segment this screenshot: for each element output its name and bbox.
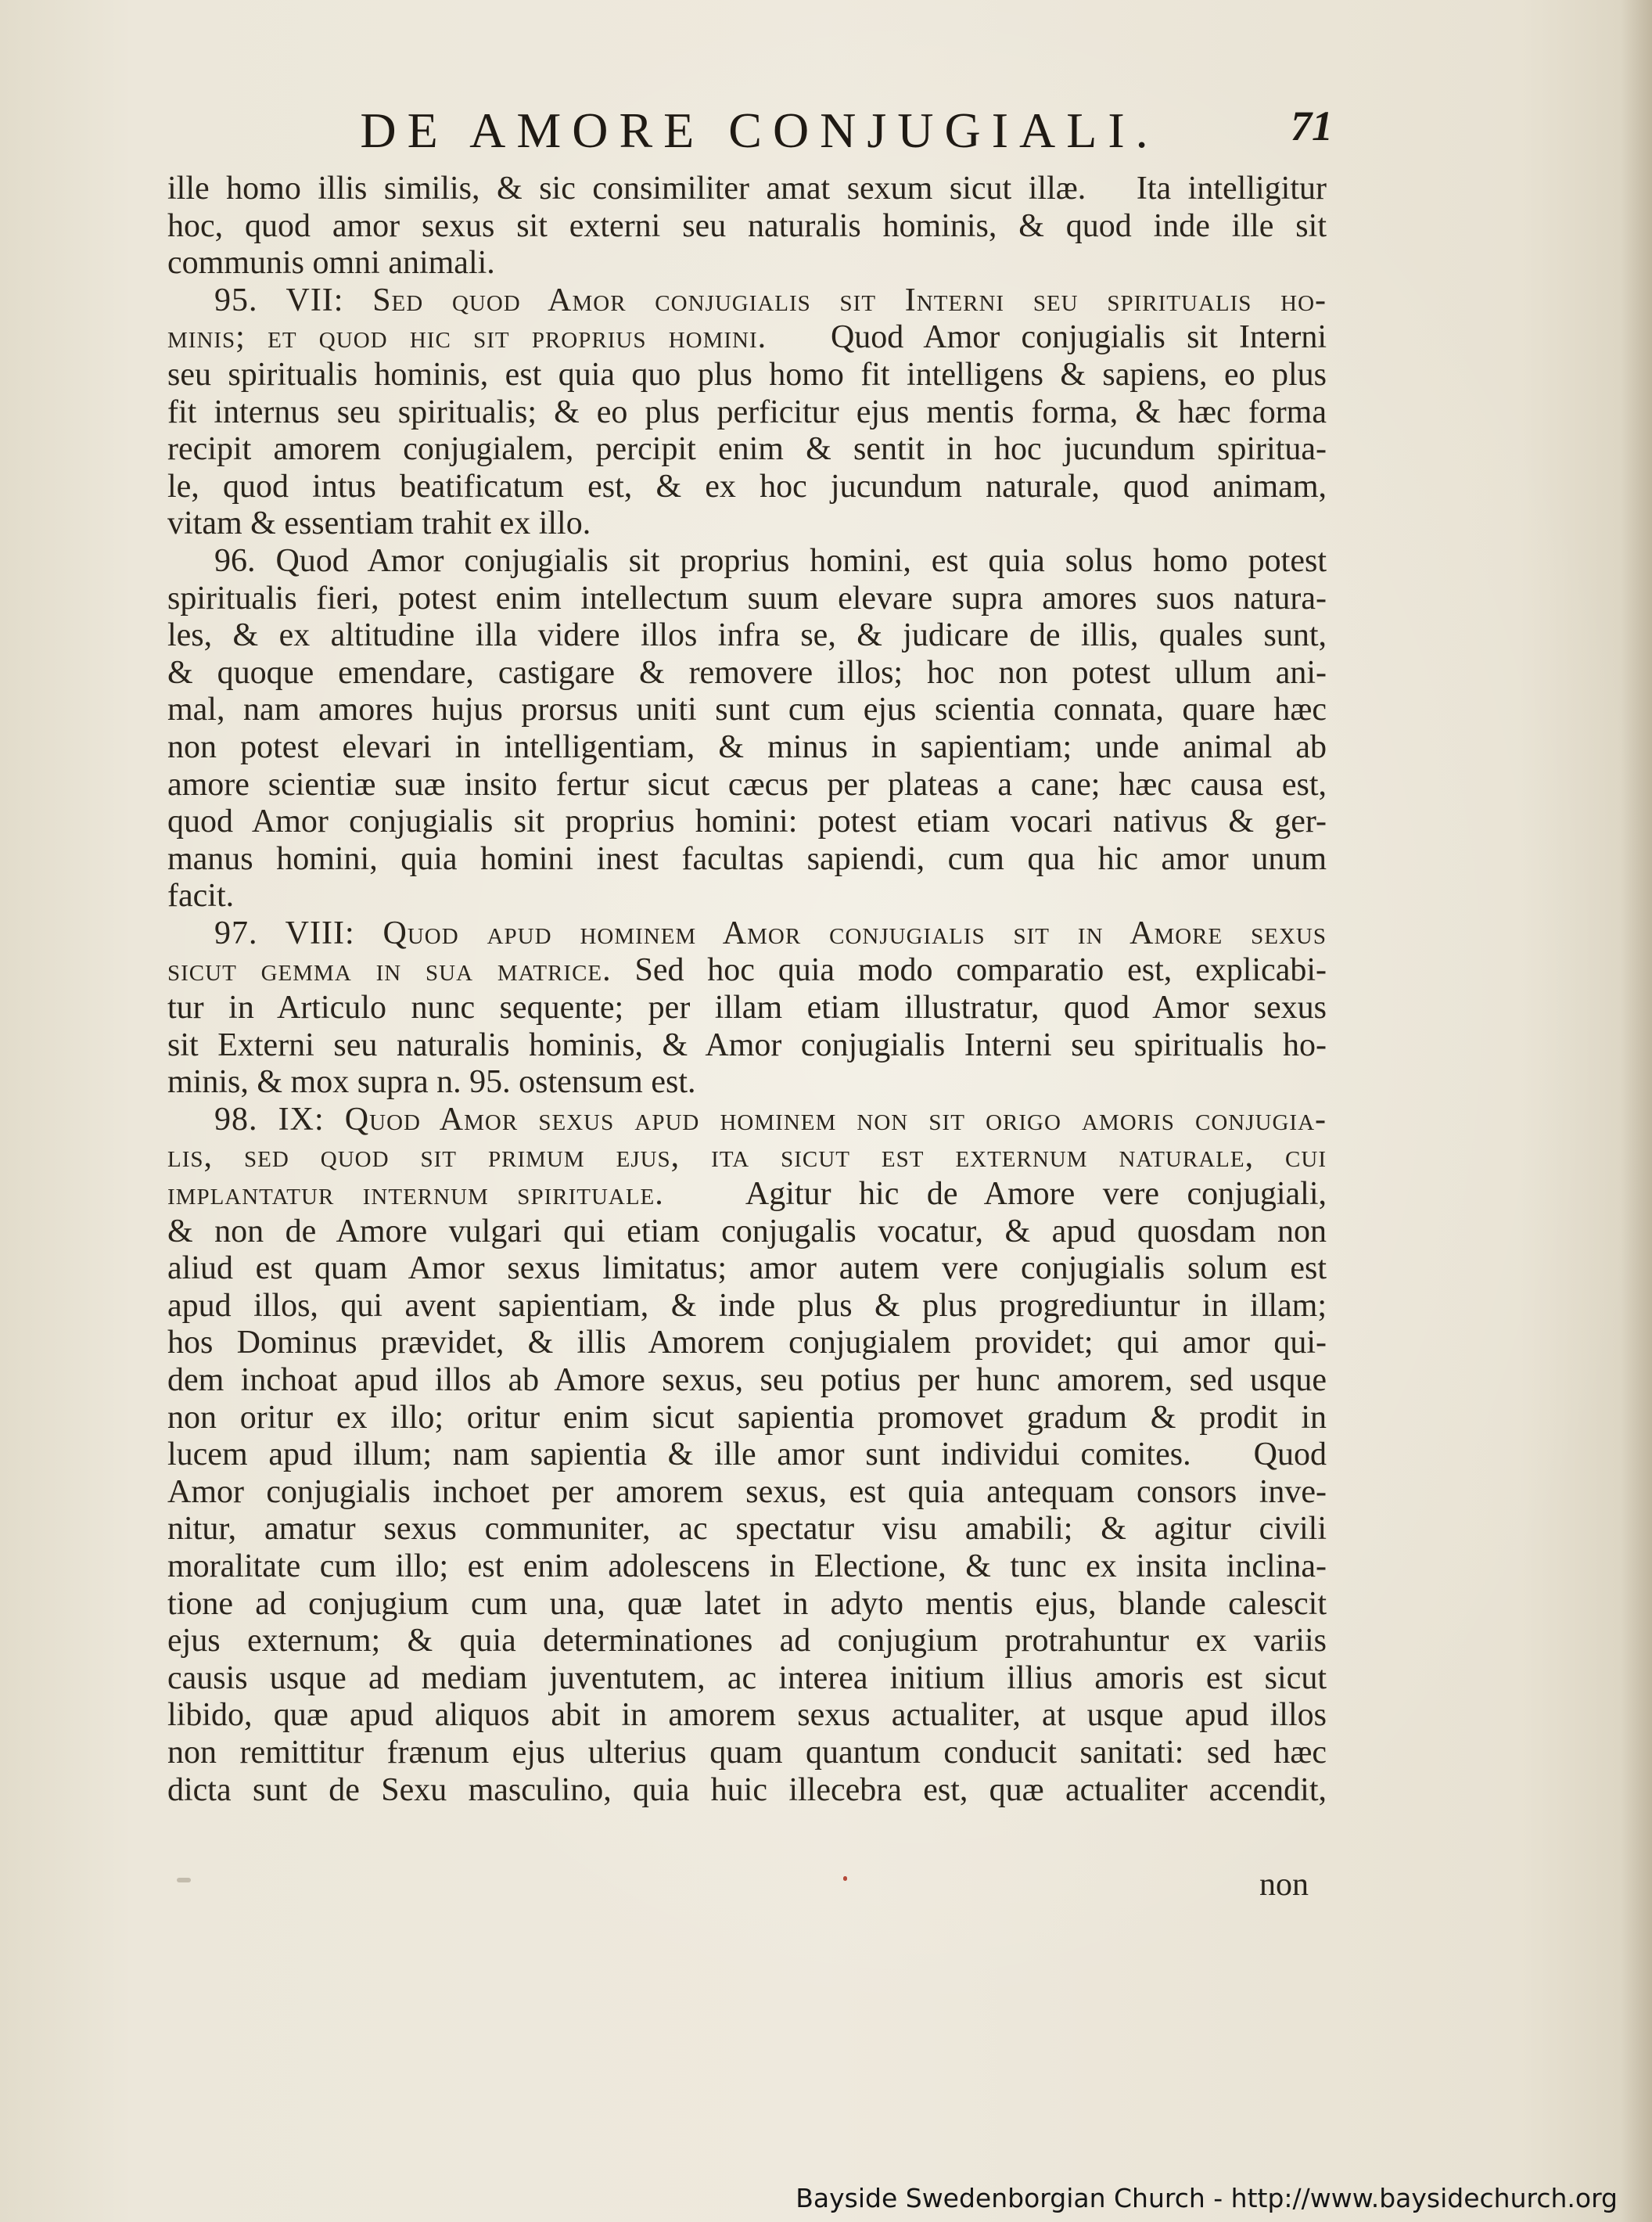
- line-text: dem inchoat apud illos ab Amore sexus, seu potius per hunc amorem, sed usque: [167, 1362, 1327, 1398]
- text-line: [167, 581, 1327, 618]
- line-text: lucem apud illum; nam sapientia & ille amor sunt individui comites. Quod: [167, 1436, 1327, 1473]
- text-line: [167, 1288, 1327, 1325]
- line-text: hos Dominus prævidet, & illis Amorem conjugialem providet; qui amor qui-: [167, 1325, 1327, 1361]
- red-speck: [843, 1876, 847, 1881]
- text-line: [167, 357, 1327, 394]
- watermark-credit: Bayside Swedenborgian Church - http://www.baysidechurch.org: [795, 2183, 1618, 2213]
- line-text: non potest elevari in intelligentiam, & minus in sapientiam; unde animal ab: [167, 728, 1327, 765]
- line-text: quod Amor conjugialis sit proprius homini: potest etiam vocari nativus & ger-: [167, 804, 1327, 840]
- line-text: hoc, quod amor sexus sit externi seu naturalis hominis, & quod inde ille sit: [167, 207, 1327, 244]
- small-caps-heading: minis; et quod hic sit proprius homini.: [167, 319, 767, 356]
- line-text: ejus externum; & quia determinationes ad conjugium protrahuntur ex variis: [167, 1623, 1327, 1659]
- line-text: apud illos, qui avent sapientiam, & inde plus & plus progrediuntur in illam;: [167, 1287, 1327, 1324]
- small-caps-heading: 95. VII: Sed quod Amor conjugialis sit Interni seu spiritualis ho-: [214, 282, 1327, 318]
- text-line: [167, 1176, 1327, 1213]
- running-head: [180, 95, 1339, 166]
- text-line: [167, 319, 1327, 357]
- line-text: moralitate cum illo; est enim adolescens in Electione, & tunc ex insita inclina-: [167, 1548, 1327, 1584]
- text-line: [167, 1697, 1327, 1735]
- text-line: [167, 1772, 1327, 1810]
- line-text: ille homo illis similis, & sic consimiliter amat sexum sicut illæ. Ita intelligitur: [167, 171, 1327, 207]
- line-text: tione ad conjugium cum una, quæ latet in adyto mentis ejus, blande calescit: [167, 1585, 1327, 1622]
- text-line: [167, 692, 1327, 729]
- page-number: 71: [1291, 102, 1333, 149]
- ink-smudge: [177, 1878, 191, 1882]
- text-line: [167, 1623, 1327, 1660]
- text-line: [167, 543, 1327, 581]
- line-text: dicta sunt de Sexu masculino, quia huic illecebra est, quæ actualiter accendit,: [167, 1771, 1327, 1808]
- text-line: [167, 245, 1327, 282]
- text-line: [167, 1138, 1327, 1176]
- line-text: les, & ex altitudine illa videre illos infra se, & judicare de illis, quales sunt,: [167, 617, 1327, 654]
- line-text: communis omni animali.: [167, 245, 495, 282]
- line-text: amore scientiæ suæ insito fertur sicut cæcus per plateas a cane; hæc causa est,: [167, 766, 1327, 803]
- line-text: aliud est quam Amor sexus limitatus; amor autem vere conjugialis solum est: [167, 1250, 1327, 1287]
- line-text: le, quod intus beatificatum est, & ex hoc jucundum naturale, quod animam,: [167, 468, 1327, 505]
- text-line: [167, 1511, 1327, 1548]
- text-line: [167, 394, 1327, 432]
- text-line: [167, 1548, 1327, 1586]
- line-text: non remittitur frænum ejus ulterius quam quantum conducit sanitati: sed hæc: [167, 1734, 1327, 1771]
- catchword: non: [1259, 1867, 1309, 1903]
- text-line: [167, 282, 1327, 320]
- line-text: & non de Amore vulgari qui etiam conjugalis vocatur, & apud quosdam non: [167, 1213, 1327, 1249]
- line-text: seu spiritualis hominis, est quia quo plus homo fit intelligens & sapiens, eo plus: [167, 356, 1327, 393]
- small-caps-heading: 97. VIII: Quod apud hominem Amor conjugialis sit in Amore sexus: [214, 915, 1327, 951]
- text-line: [167, 469, 1327, 506]
- line-text: spiritualis fieri, potest enim intellectum suum elevare supra amores suos natura-: [167, 580, 1327, 617]
- small-caps-heading: 98. IX: Quod Amor sexus apud hominem non sit origo amoris conjugia-: [214, 1101, 1327, 1138]
- text-line: [167, 1102, 1327, 1139]
- line-text: causis usque ad mediam juventutem, ac interea initium illius amoris est sicut: [167, 1659, 1327, 1696]
- text-line: [167, 767, 1327, 804]
- text-line: [167, 990, 1327, 1027]
- text-line: [167, 1027, 1327, 1065]
- small-caps-heading: implantatur internum spirituale.: [167, 1176, 664, 1213]
- line-text: Amor conjugialis inchoet per amorem sexus, est quia antequam consors inve-: [167, 1473, 1327, 1510]
- text-line: [167, 1250, 1327, 1288]
- text-line: [167, 804, 1327, 841]
- small-caps-heading: lis, sed quod sit primum ejus, ita sicut est externum naturale, cui: [167, 1138, 1327, 1175]
- text-line: [167, 505, 1327, 543]
- text-line: [167, 1213, 1327, 1251]
- line-text: vitam & essentiam trahit ex illo.: [167, 505, 591, 542]
- text-line: [167, 1474, 1327, 1512]
- text-line: [167, 431, 1327, 469]
- line-text: recipit amorem conjugialem, percipit enim & sentit in hoc jucundum spiritua-: [167, 431, 1327, 468]
- body-text: [167, 171, 1327, 1809]
- line-text: Agitur hic de Amore vere conjugiali,: [663, 1176, 1327, 1213]
- text-line: [167, 952, 1327, 990]
- text-line: [167, 1660, 1327, 1698]
- line-text: facit.: [167, 878, 235, 915]
- line-text: libido, quæ apud aliquos abit in amorem sexus actualiter, at usque apud illos: [167, 1697, 1327, 1734]
- line-text: fit internus seu spiritualis; & eo plus perficitur ejus mentis forma, & hæc forma: [167, 394, 1327, 430]
- line-text: nitur, amatur sexus communiter, ac spectatur visu amabili; & agitur civili: [167, 1511, 1327, 1548]
- text-line: [167, 729, 1327, 767]
- line-text: Sed hoc quia modo comparatio est, explicabi-: [611, 952, 1327, 989]
- text-line: [167, 1436, 1327, 1474]
- text-line: [167, 841, 1327, 879]
- text-line: [167, 655, 1327, 692]
- line-text: 96. Quod Amor conjugialis sit proprius homini, est quia solus homo potest: [214, 542, 1327, 579]
- text-line: [167, 1400, 1327, 1437]
- text-line: [167, 878, 1327, 915]
- line-text: sit Externi seu naturalis hominis, & Amor conjugialis Interni seu spiritualis ho-: [167, 1027, 1327, 1063]
- page-edge-shadow: [1621, 0, 1652, 2222]
- line-text: minis, & mox supra n. 95. ostensum est.: [167, 1064, 696, 1101]
- line-text: & quoque emendare, castigare & removere illos; hoc non potest ullum ani-: [167, 654, 1327, 691]
- text-line: [167, 617, 1327, 655]
- line-text: non oritur ex illo; oritur enim sicut sapientia promovet gradum & prodit in: [167, 1399, 1327, 1436]
- line-text: Quod Amor conjugialis sit Interni: [767, 319, 1327, 356]
- text-line: [167, 1586, 1327, 1623]
- line-text: mal, nam amores hujus prorsus uniti sunt cum ejus scientia connata, quare hæc: [167, 692, 1327, 728]
- text-line: [167, 915, 1327, 953]
- text-line: [167, 208, 1327, 246]
- text-line: [167, 1325, 1327, 1362]
- text-line: [167, 1064, 1327, 1102]
- line-text: tur in Articulo nunc sequente; per illam etiam illustratur, quod Amor sexus: [167, 990, 1327, 1027]
- text-line: [167, 1362, 1327, 1400]
- line-text: manus homini, quia homini inest facultas sapiendi, cum qua hic amor unum: [167, 840, 1327, 877]
- small-caps-heading: sicut gemma in sua matrice.: [167, 952, 612, 989]
- text-line: [167, 171, 1327, 208]
- running-title: DE AMORE CONJUGIALI.: [360, 102, 1159, 158]
- text-line: [167, 1735, 1327, 1772]
